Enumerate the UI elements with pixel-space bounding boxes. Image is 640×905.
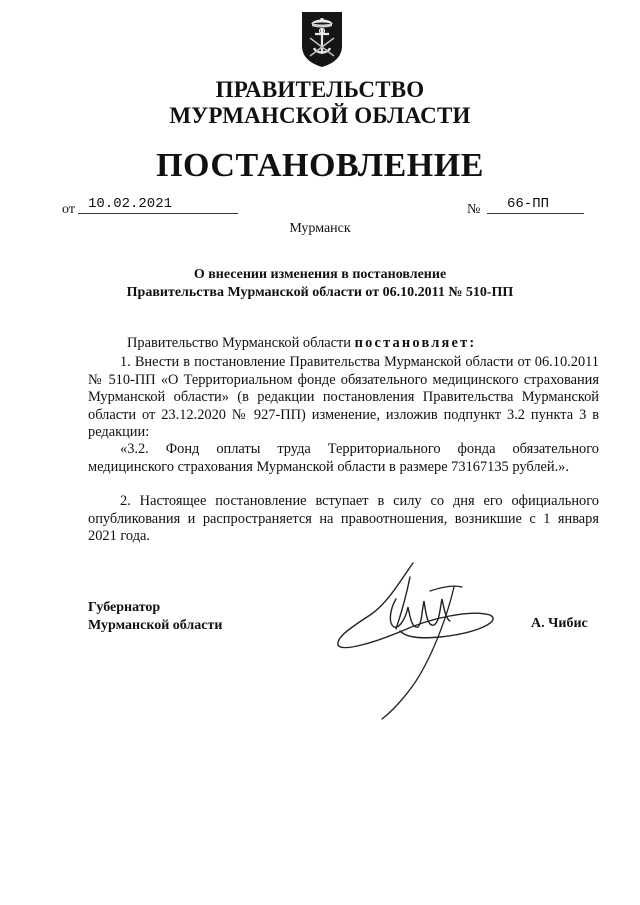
paragraph-item-2: 2. Настоящее постановление вступает в силу со дня его официального опубликования и распространяется на правоотношения, возникшие с 1 января 2021 года.	[88, 493, 599, 544]
signer-name: А. Чибис	[531, 616, 588, 631]
preamble-paragraph	[127, 335, 599, 353]
document-subject	[0, 266, 640, 302]
coat-of-arms-icon	[300, 10, 344, 68]
preamble-text: Правительство Мурманской области	[127, 335, 355, 351]
document-number: 66-ПП	[487, 196, 584, 214]
document-meta-row	[62, 196, 584, 218]
document-type-heading: ПОСТАНОВЛЕНИЕ	[156, 147, 484, 184]
org-title-line2: МУРМАНСКОЙ ОБЛАСТИ	[169, 103, 471, 128]
preamble-decree-word: постановляет:	[354, 335, 477, 351]
number-prefix: №	[467, 202, 481, 217]
position-line1: Губернатор	[88, 600, 161, 615]
position-line2: Мурманской области	[88, 618, 223, 633]
subject-line2: Правительства Мурманской области от 06.10.2011 № 510-ПП	[126, 285, 514, 300]
paragraph-item-1: 1. Внести в постановление Правительства Мурманской области от 06.10.2011 № 510-ПП «О Территориальном фонде обязательного медицинского страхования Мурманской области» (в редакции постановления Правительства Мурманской области от 23.12.2020 № 927-ПП) изменение, изложив подпункт 3.2 пункта 3 в редакции:	[88, 354, 599, 440]
signatory-position	[88, 599, 222, 635]
document-date: 10.02.2021	[78, 196, 238, 214]
date-prefix: от	[62, 202, 75, 217]
document-city: Мурманск	[289, 221, 351, 236]
org-title-line1: ПРАВИТЕЛЬСТВО	[215, 77, 425, 102]
handwritten-signature-icon	[330, 557, 500, 722]
subject-line1: О внесении изменения в постановление	[193, 267, 447, 282]
paragraph-quote: «3.2. Фонд оплаты труда Территориального фонда обязательного медицинского страхования Мурманской области в размере 73167135 рублей.».	[88, 441, 599, 475]
